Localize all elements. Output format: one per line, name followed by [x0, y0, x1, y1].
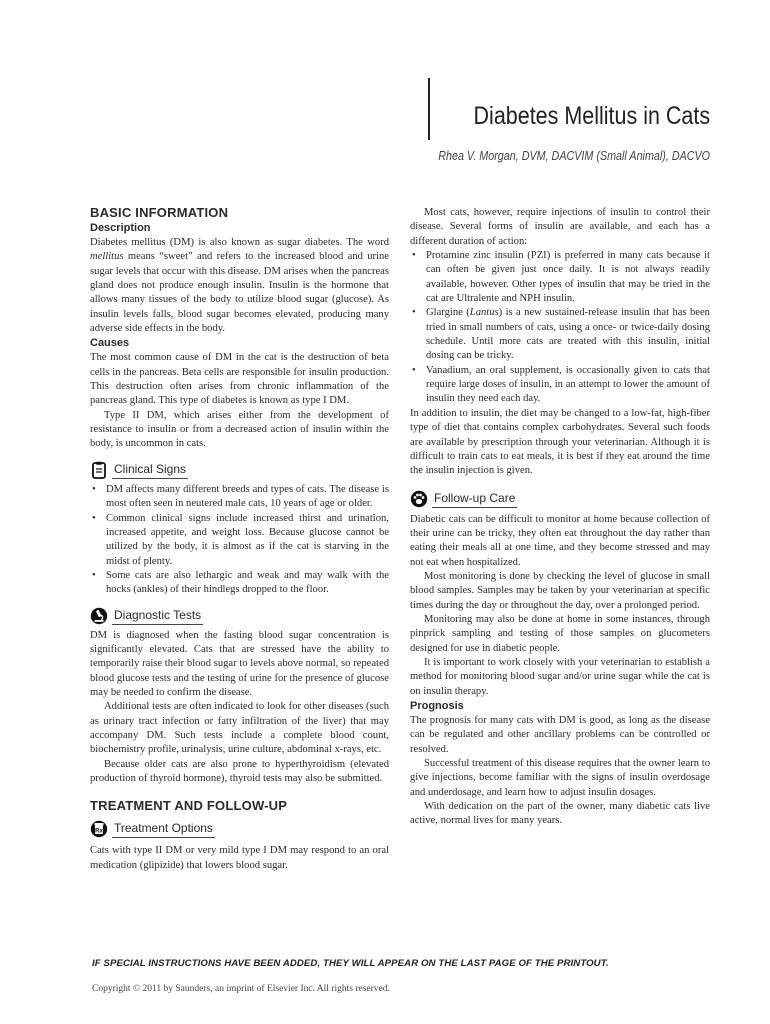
page-title: Diabetes Mellitus in Cats	[473, 102, 710, 130]
diagnostic-tests-heading	[90, 607, 389, 625]
list-item: • Some cats are also lethargic and weak and may walk with the hocks (ankles) of their hindlegs dropped to the floor.	[90, 569, 389, 598]
treatment-paragraph: Cats with type II DM or very mild type I DM may respond to an oral medication (glipizide) that lowers blood sugar.	[90, 845, 389, 871]
prognosis-heading: Prognosis	[410, 700, 464, 712]
description-heading: Description	[90, 222, 151, 234]
paw-print-icon	[410, 490, 428, 508]
diet-paragraph: In addition to insulin, the diet may be changed to a low-fat, high-fiber type of diet that contains complex carbohydrates. Several such foods are available by prescription through your veterinarian. Although it is difficult to train cats to eat meals, it is best if they eat around the time the insulin injection is given.	[410, 407, 710, 477]
followup-paragraph-3: Monitoring may also be done at home in some instances, through pinprick sampling and testing of those samples on glucometers designed for use in diabetic people.	[410, 613, 710, 654]
author-line: Rhea V. Morgan, DVM, DACVIM (Small Animal), DACVO	[438, 149, 710, 163]
list-item: • Glargine (Lantus) is a new sustained-release insulin that has been tried in small numbers of cats, using a once- or twice-daily dosing schedule. Until more cats are treated with this insulin, initial dosing can be tricky.	[410, 306, 710, 363]
causes-paragraph-1: The most common cause of DM in the cat is the destruction of beta cells in the pancreas. Beta cells are responsible for insulin production. This destruction often arises from chronic inflammation of the pancreas gland. This type of diabetes is known as type I DM.	[90, 352, 389, 407]
clinical-signs-heading	[90, 461, 389, 479]
list-item: • Protamine zinc insulin (PZI) is preferred in many cats because it can often be given just once daily. It is not always readily available, however. Other types of insulin that may be tried in the cat are Ultralente and NPH insulin.	[410, 249, 710, 306]
clipboard-icon	[90, 461, 108, 479]
causes-paragraph-2: Type II DM, which arises either from the development of resistance to insulin or from a decreased action of insulin within the body, is uncommon in cats.	[90, 409, 389, 450]
followup-paragraph-1: Diabetic cats can be difficult to monitor at home because collection of their urine can be tricky, they often eat throughout the day rather than eating their meals all at one time, and they become stressed and may not eat when hospitalized.	[410, 513, 710, 568]
followup-paragraph-2: Most monitoring is done by checking the level of glucose in small blood samples. Samples may be taken by your veterinarian at specific times during the day or throughout the day, over a prolonged period.	[410, 570, 710, 611]
treatment-options-heading	[90, 820, 389, 838]
insulin-intro: Most cats, however, require injections of insulin to control their disease. Several forms of insulin are available, and each has a different duration of action:	[410, 207, 710, 247]
diagnostic-paragraph-2: Additional tests are often indicated to look for other diseases (such as urinary tract infection or fatty infiltration of the liver) that may accompany DM. Such tests include a complete blood count, biochemistry profile, urinalysis, urine culture, abdominal x-rays, etc.	[90, 701, 389, 756]
follow-up-care-heading	[410, 490, 710, 508]
copyright-notice: Copyright © 2011 by Saunders, an imprint of Elsevier Inc. All rights reserved.	[92, 984, 390, 994]
clinical-signs-list	[90, 483, 389, 598]
right-column	[410, 206, 710, 829]
follow-up-care-label: Follow-up Care	[432, 490, 517, 508]
basic-info-heading: BASIC INFORMATION	[90, 205, 229, 220]
list-item: • Common clinical signs include increased thirst and urination, increased appetite, and weight loss. Because glucose cannot be utilized by the body, it is almost as if the cat is starving in the midst of plenty.	[90, 512, 389, 569]
description-paragraph: Diabetes mellitus (DM) is also known as sugar diabetes. The word mellitus means “sweet” and refers to the increased blood and urine sugar levels that occur with this disease. DM arises when the pancreas gland does not produce enough insulin. Insulin is the hormone that allows many tissues of the body to utilize blood sugar (glucose). As insulin levels falls, blood sugar becomes elevated, producing many adverse side effects in the body.	[90, 237, 389, 335]
left-column	[90, 204, 389, 873]
prognosis-paragraph-2: Successful treatment of this disease requires that the owner learn to give injections, become familiar with the signs of insulin overdosage and underdosage, and learn how to adjust insulin dosages.	[410, 758, 710, 798]
title-rule	[428, 78, 430, 140]
causes-heading: Causes	[90, 337, 130, 350]
clinical-signs-label: Clinical Signs	[112, 461, 188, 479]
diagnostic-paragraph-1: DM is diagnosed when the fasting blood sugar concentration is significantly elevated. Cats that are stressed have the ability to temporarily raise their blood sugar to levels above normal, so repeated blood glucose tests and the testing of urine for the presence of glucose may be needed to confirm the disease.	[90, 629, 389, 698]
prognosis-paragraph-3: With dedication on the part of the owner, many diabetic cats live active, normal lives for many years.	[410, 801, 710, 827]
prognosis-paragraph-1: The prognosis for many cats with DM is good, as long as the disease can be regulated and other ancillary problems can be controlled or resolved.	[410, 715, 710, 755]
diagnostic-paragraph-3: Because older cats are also prone to hyperthyroidism (elevated production of thyroid hormone), thyroid tests may also be submitted.	[90, 758, 389, 784]
list-item: • DM affects many different breeds and types of cats. The disease is most often seen in neutered male cats, 10 years of age or older.	[90, 483, 389, 512]
svg-text:Rx: Rx	[95, 828, 103, 835]
pill-bottle-icon	[90, 820, 108, 838]
list-item: • Vanadium, an oral supplement, is occasionally given to cats that require large doses of insulin, in an attempt to lower the amount of insulin they need each day.	[410, 364, 710, 407]
special-instructions-note: IF SPECIAL INSTRUCTIONS HAVE BEEN ADDED, THEY WILL APPEAR ON THE LAST PAGE OF THE PRINTOUT.	[92, 958, 609, 969]
microscope-icon	[90, 607, 108, 625]
treatment-options-label: Treatment Options	[112, 820, 215, 838]
followup-paragraph-4: It is important to work closely with your veterinarian to establish a method for monitoring blood sugar and/or urine sugar while the cat is on insulin therapy.	[410, 656, 710, 697]
treatment-heading: TREATMENT AND FOLLOW-UP	[90, 798, 288, 814]
diagnostic-tests-label: Diagnostic Tests	[112, 607, 203, 625]
insulin-list	[410, 249, 710, 407]
